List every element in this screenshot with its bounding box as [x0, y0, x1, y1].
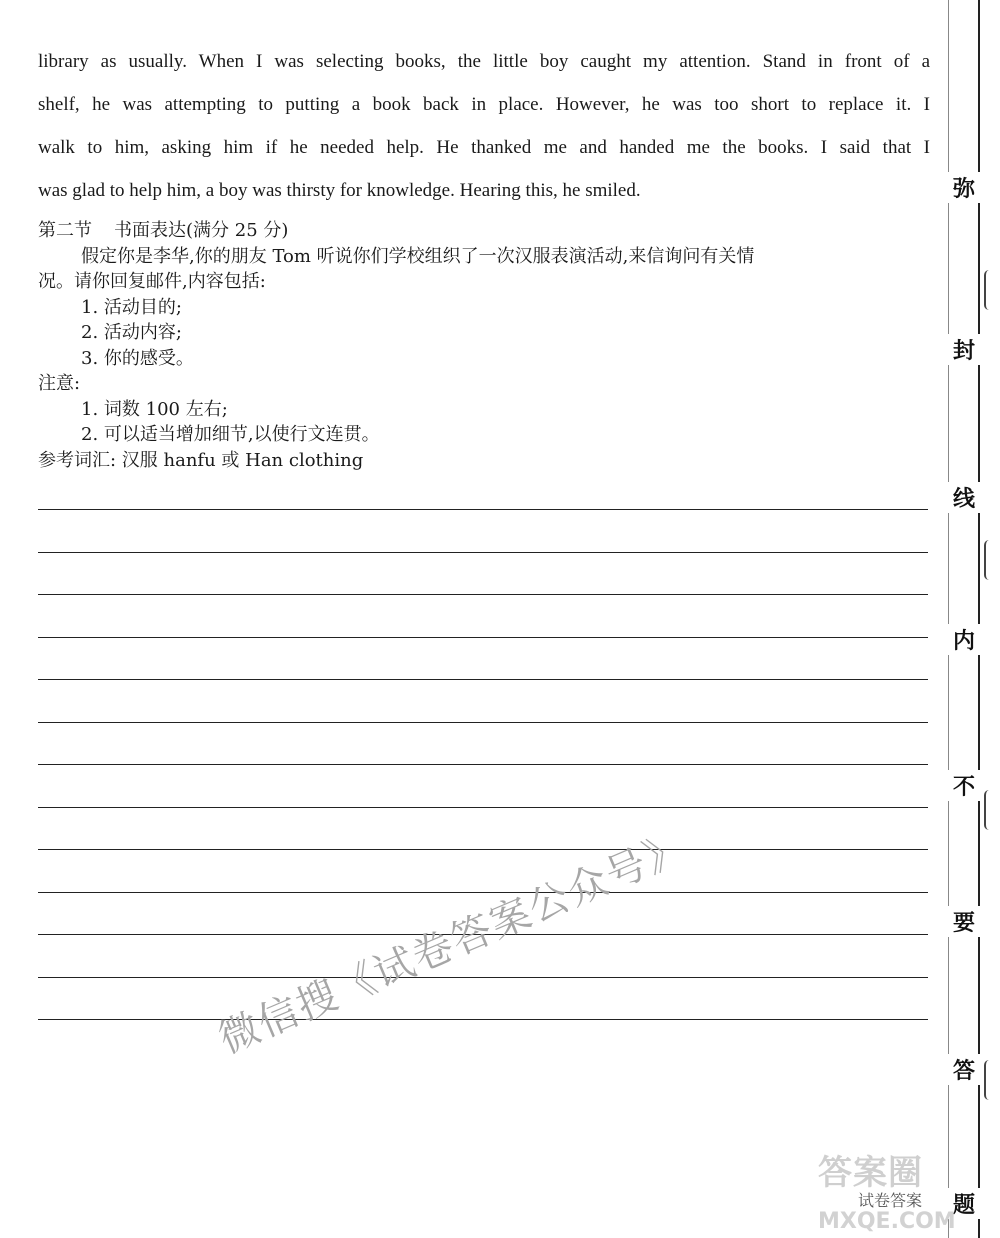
binding-dash	[984, 270, 994, 310]
logo-subtitle: 试卷答案	[858, 1191, 923, 1210]
binding-dash	[984, 790, 994, 830]
answer-line	[38, 1019, 928, 1020]
logo-mark: 答案圈	[818, 1153, 923, 1193]
note-item: 2. 可以适当增加细节,以使行文连贯。	[81, 424, 380, 445]
binding-dash	[984, 1060, 994, 1100]
section-heading	[38, 218, 930, 244]
prompt-line: 况。请你回复邮件,内容包括:	[38, 271, 266, 292]
passage-line: was glad to help him, a boy was thirsty for knowledge. Hearing this, he smiled.	[38, 180, 641, 201]
section-number: 第二节	[38, 220, 92, 241]
answer-line	[38, 552, 928, 553]
binding-char: 题	[948, 1188, 980, 1219]
binding-char: 线	[948, 482, 980, 513]
content-item: 1. 活动目的;	[81, 296, 182, 318]
note-item: 1. 词数 100 左右;	[81, 398, 228, 420]
answer-line	[38, 849, 928, 850]
answer-line	[38, 722, 928, 723]
answer-line	[38, 594, 928, 595]
passage-line: walk to him, asking him if he needed help. He thanked me and handed me the books. I said that I	[38, 137, 930, 158]
answer-line	[38, 764, 928, 765]
prompt-line: 假定你是李华,你的朋友 Tom 听说你们学校组织了一次汉服表演活动,来信询问有关情	[81, 245, 755, 267]
content-item: 3. 你的感受。	[81, 347, 194, 369]
answer-line	[38, 679, 928, 680]
watermark-text: 微信搜《试卷答案公众号》	[212, 823, 695, 1063]
notes-label: 注意:	[38, 373, 81, 394]
logo-url: MXQE.COM	[818, 1209, 956, 1234]
content-item: 2. 活动内容;	[81, 322, 182, 343]
passage	[38, 40, 930, 212]
binding-char: 不	[948, 770, 980, 801]
binding-char: 封	[948, 334, 980, 365]
answer-line	[38, 977, 928, 978]
answer-line	[38, 892, 928, 893]
answer-line	[38, 509, 928, 510]
passage-line: shelf, he was attempting to putting a book back in place. However, he was too short to replace it. I	[38, 94, 930, 115]
section-title: 书面表达(满分 25 分)	[114, 220, 289, 241]
answer-line	[38, 637, 928, 638]
binding-dash	[984, 540, 994, 580]
answer-line	[38, 807, 928, 808]
passage-line: library as usually. When I was selecting books, the little boy caught my attention. Stand in front of a	[38, 51, 930, 72]
site-logo	[818, 1145, 978, 1235]
binding-char: 内	[948, 624, 980, 655]
vocab-hint: 参考词汇: 汉服 hanfu 或 Han clothing	[38, 449, 364, 471]
binding-char: 要	[948, 906, 980, 937]
writing-section	[38, 218, 930, 473]
binding-char: 弥	[948, 172, 980, 203]
binding-char: 答	[948, 1054, 980, 1085]
binding-margin	[940, 0, 1000, 1238]
